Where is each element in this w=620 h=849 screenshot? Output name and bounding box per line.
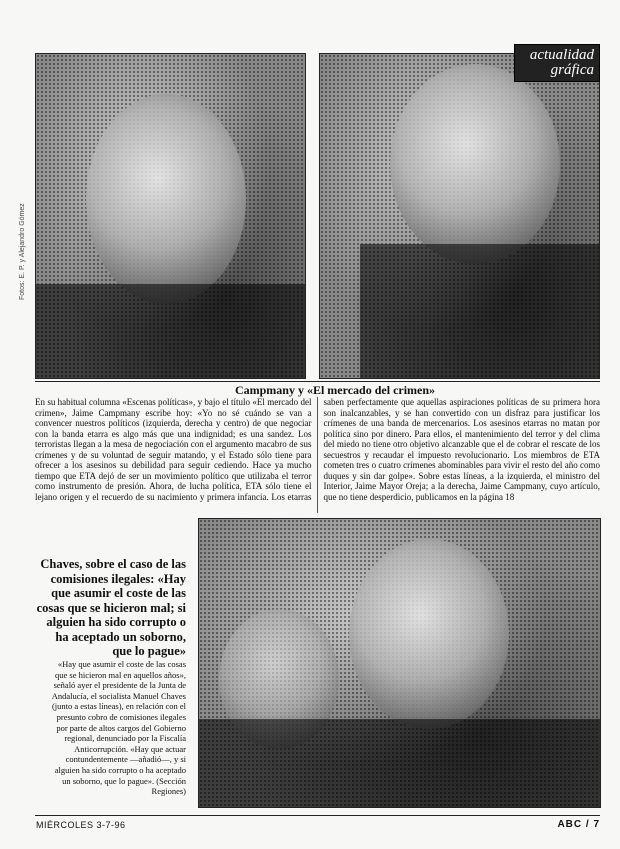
section-tag: actualidad gráfica [514,44,600,82]
footer-divider [35,815,600,816]
divider [35,381,600,382]
photo-interior-minister [35,53,306,379]
photo-chaves [198,518,601,808]
photo-credit: Fotos: E. P. y Alejandro Gómez [19,203,26,300]
article-body: En su habitual columna «Escenas políticas», y bajo el título «El mercado del crimen», Jaime Campmany escribe hoy: «Yo no sé cuándo se van a convencer nuestros políticos (izquierda, derecha y centro) de que negociar con la banda etarra es algo más que una indignidad; es una sandez. Los terroristas llegan a la mesa de negociación con el argumento macabro de sus crímenes y de su voluntad de seguir matando, y el Estado sólo tiene para ofrecer a los asesinos su debilidad para seguir cediendo. Hace ya mucho tiempo que ETA dejó de ser un movimiento político que utilizaba el terror como instrumento de presión. Ahora, de lucha política, ETA sólo tiene el lejano origen y el recuerdo de su nacimiento y primera infancia. Los etarras saben perfectamente que aquellas aspiraciones políticas de su primera hora son inalcanzables, y se han convertido con un disfraz para justificar los crímenes de una banda de mercenarios. Los asesinos etarras no matan por política sino por dinero. Para ellos, el mantenimiento del terror y del clima del miedo no tiene otro objetivo alcanzable que el de cobrar el rescate de los secuestros y recaudar el impuesto revolucionario. Los miembros de ETA cometen tres o cuatro crímenes abominables para vivir el resto del año como duques y sin dar golpe». Sobre estas líneas, a la izquierda, el ministro del Interior, Jaime Mayor Oreja; a la derecha, Jaime Campmany, cuyo artículo, que no tiene desperdicio, publicamos en la página 18 [35,397,600,502]
footer-date: MIÉRCOLES 3-7-96 [36,820,126,830]
side-body: «Hay que asumir el coste de las cosas que se hicieron mal en aquellos años», señaló ayer el presidente de la Junta de Andalucía, el socialista Manuel Chaves (junto a estas líneas), en relación con el presunto cobro de comisiones ilegales por parte de altos cargos del Gobierno regional, denunciado por la Fiscalía Anticorrupción. «Hay que actuar contundentemente —añadió—, y si alguien ha sido corrupto o ha aceptado un soborno, que lo pague». (Sección Regiones) [51,659,186,797]
footer-page: ABC / 7 [557,819,600,830]
side-headline: Chaves, sobre el caso de las comisiones ilegales: «Hay que asumir el coste de las cosas que se hicieron mal; si alguien ha sido corrupto o ha aceptado un soborno, que lo pague» [36,557,186,658]
headline: Campmany y «El mercado del crimen» [234,383,436,397]
photo-campmany [319,53,600,379]
